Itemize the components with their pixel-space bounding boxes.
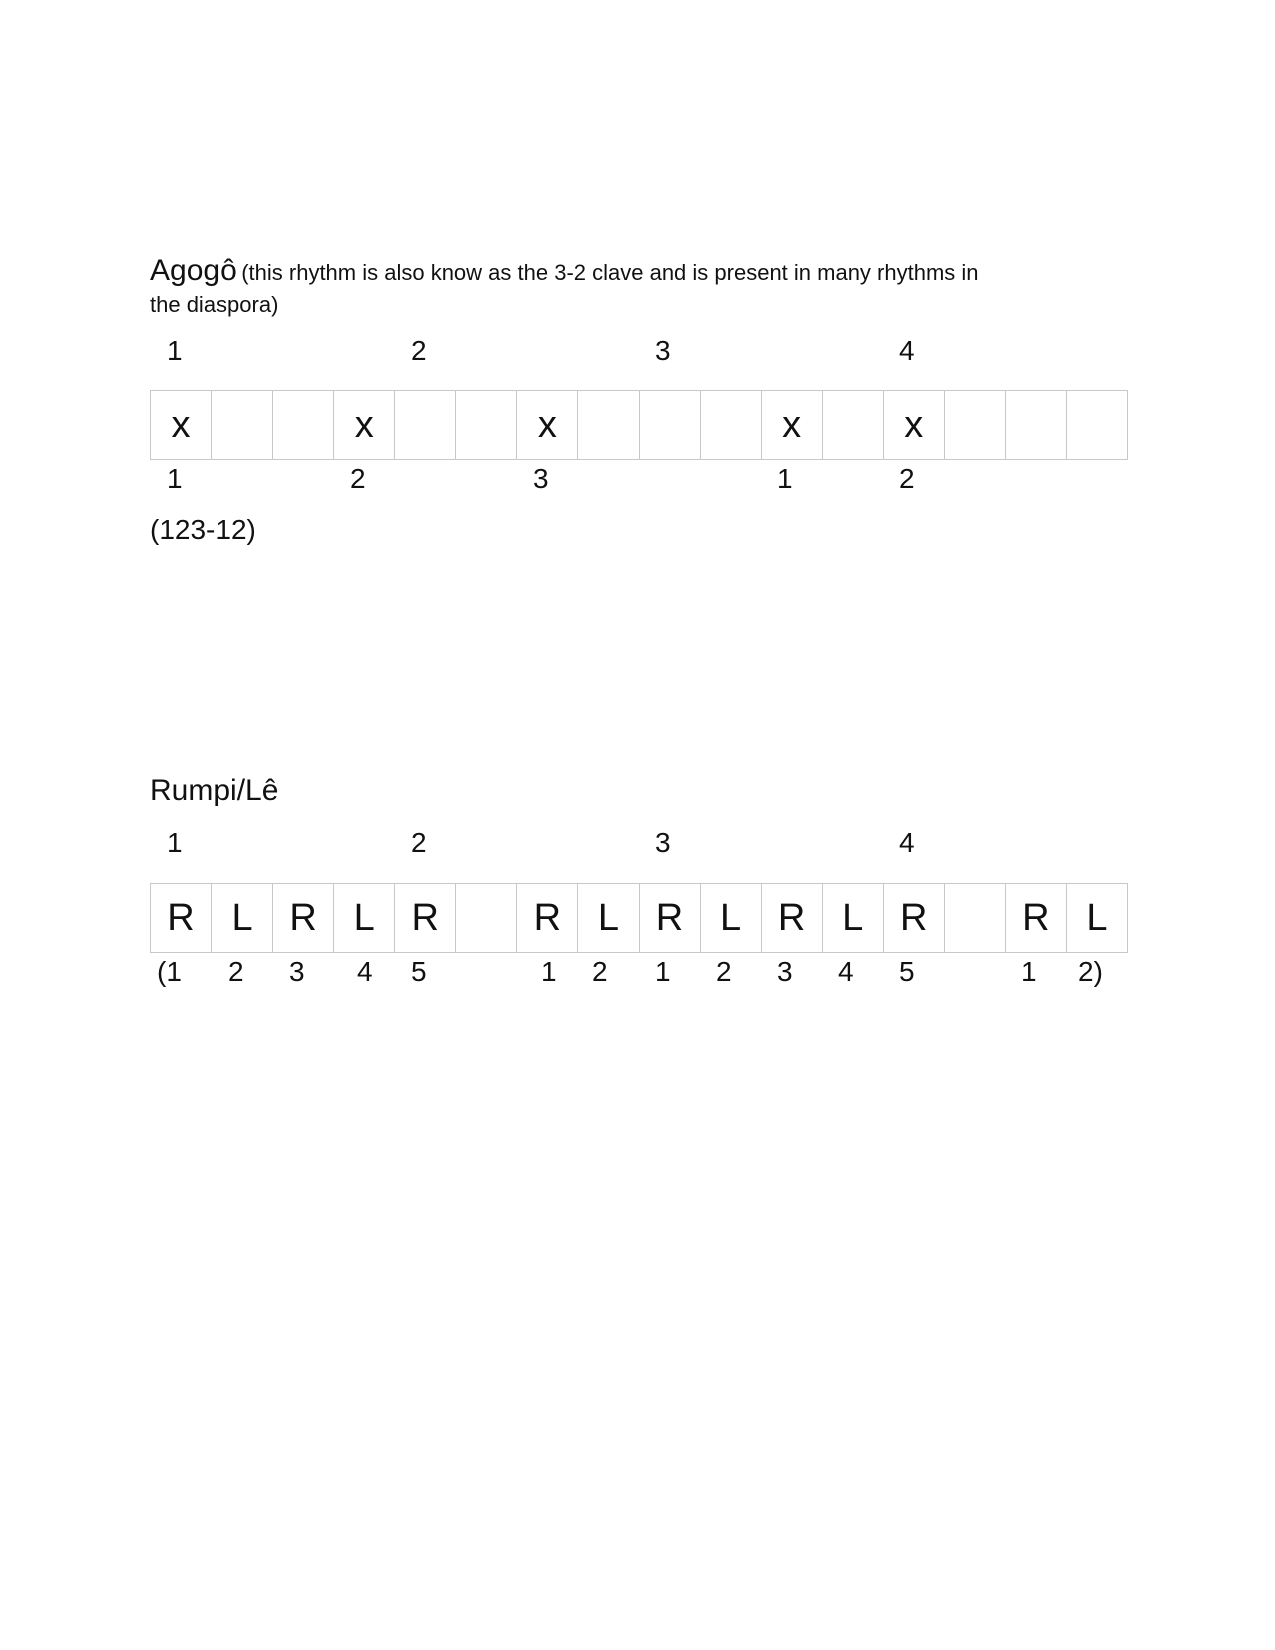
agogo-cell: x <box>884 391 945 459</box>
rumpi-count: 1 <box>1021 956 1037 987</box>
rumpi-cell: L <box>212 884 273 952</box>
agogo-cell <box>945 391 1006 459</box>
agogo-cell <box>212 391 273 459</box>
agogo-cell <box>395 391 456 459</box>
agogo-count: 2 <box>899 463 915 494</box>
agogo-count: 3 <box>533 463 549 494</box>
agogo-summary: (123-12) <box>150 514 256 545</box>
agogo-cell <box>1067 391 1128 459</box>
rumpi-cell: L <box>334 884 395 952</box>
rumpi-cell <box>456 884 517 952</box>
agogo-beat-2: 2 <box>411 335 427 366</box>
rumpi-count: 3 <box>289 956 305 987</box>
agogo-cell: x <box>762 391 823 459</box>
agogo-count: 1 <box>777 463 793 494</box>
rumpi-cell: R <box>884 884 945 952</box>
rumpi-count: (1 <box>157 956 182 987</box>
rumpi-count: 2 <box>716 956 732 987</box>
rumpi-count: 5 <box>411 956 427 987</box>
agogo-note-line2: the diaspora) <box>150 292 279 317</box>
agogo-cell: x <box>517 391 578 459</box>
rumpi-cell: L <box>701 884 762 952</box>
rumpi-count: 3 <box>777 956 793 987</box>
rumpi-cell <box>945 884 1006 952</box>
rumpi-cell: L <box>578 884 639 952</box>
rumpi-count: 2 <box>592 956 608 987</box>
agogo-cell <box>273 391 334 459</box>
rumpi-cell: R <box>151 884 212 952</box>
agogo-cell <box>456 391 517 459</box>
rumpi-count: 1 <box>541 956 557 987</box>
rumpi-cell: R <box>517 884 578 952</box>
agogo-cell: x <box>334 391 395 459</box>
rumpi-cell: R <box>1006 884 1067 952</box>
rumpi-count: 4 <box>838 956 854 987</box>
rumpi-beat-1: 1 <box>167 827 183 858</box>
rumpi-cell: R <box>273 884 334 952</box>
rumpi-cell: R <box>640 884 701 952</box>
agogo-cell <box>823 391 884 459</box>
rumpi-count: 4 <box>357 956 373 987</box>
rumpi-beat-2: 2 <box>411 827 427 858</box>
agogo-cell <box>578 391 639 459</box>
agogo-count: 2 <box>350 463 366 494</box>
rumpi-count: 5 <box>899 956 915 987</box>
agogo-rhythm-grid <box>150 390 1128 460</box>
rumpi-count: 1 <box>655 956 671 987</box>
agogo-cell <box>640 391 701 459</box>
rumpi-cell: L <box>823 884 884 952</box>
rumpi-rhythm-grid <box>150 883 1128 953</box>
agogo-beat-1: 1 <box>167 335 183 366</box>
agogo-cell: x <box>151 391 212 459</box>
rumpi-cell: R <box>762 884 823 952</box>
agogo-beat-4: 4 <box>899 335 915 366</box>
agogo-note: (this rhythm is also know as the 3-2 clave and is present in many rhythms in <box>241 260 979 285</box>
agogo-count: 1 <box>167 463 183 494</box>
agogo-beat-3: 3 <box>655 335 671 366</box>
rumpi-cell: L <box>1067 884 1128 952</box>
rumpi-cell: R <box>395 884 456 952</box>
agogo-heading <box>150 254 979 288</box>
rumpi-count: 2 <box>228 956 244 987</box>
rumpi-title: Rumpi/Lê <box>150 774 279 807</box>
rumpi-beat-4: 4 <box>899 827 915 858</box>
rumpi-beat-3: 3 <box>655 827 671 858</box>
agogo-cell <box>1006 391 1067 459</box>
rumpi-count: 2) <box>1078 956 1103 987</box>
agogo-title: Agogô <box>150 254 237 287</box>
agogo-cell <box>701 391 762 459</box>
